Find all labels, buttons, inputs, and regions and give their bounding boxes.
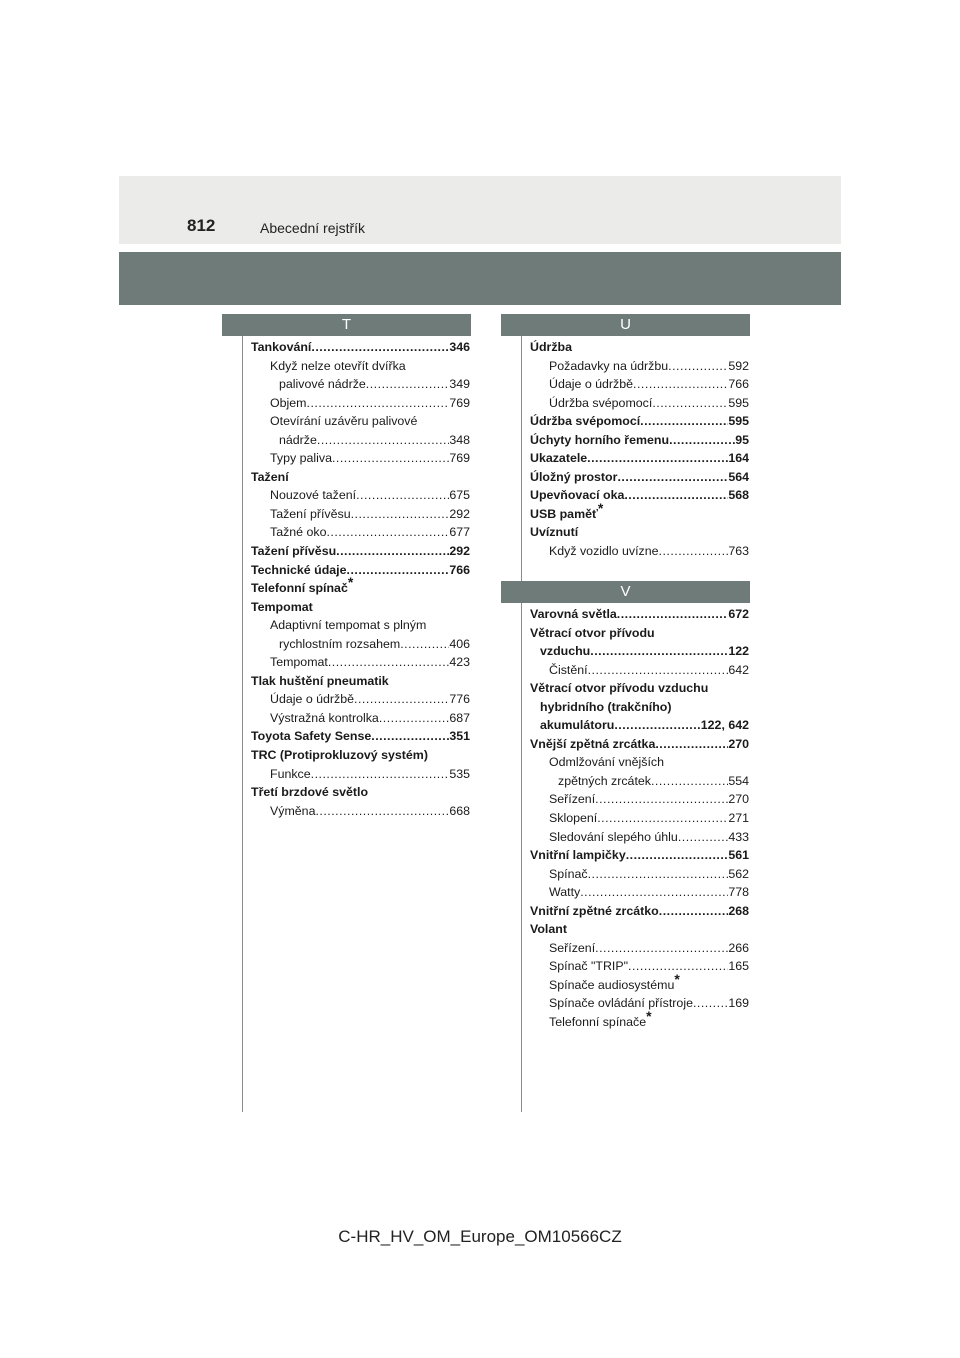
- index-entry: [530, 735, 749, 754]
- entry-term: Watty: [549, 885, 581, 900]
- header-band: [119, 176, 841, 244]
- index-entry: [251, 690, 470, 709]
- index-entry: [251, 746, 470, 765]
- entry-page: 165: [728, 959, 749, 974]
- index-entry: [530, 957, 749, 976]
- entry-page: 346: [449, 340, 470, 354]
- entry-term: palivové nádrže: [279, 377, 366, 392]
- index-entry: [530, 939, 749, 958]
- index-entry: [530, 486, 749, 505]
- entry-term: Toyota Safety Sense: [251, 729, 372, 744]
- index-entry: [251, 727, 470, 746]
- index-entry: [530, 605, 749, 624]
- index-entry: [251, 338, 470, 357]
- entry-term: nádrže: [279, 432, 317, 447]
- entry-page: 406: [449, 636, 470, 651]
- entry-term: Odmlžování vnějších: [549, 755, 665, 770]
- entry-page: 433: [728, 829, 749, 844]
- entry-term: Telefonní spínač: [251, 581, 348, 596]
- entry-term: Úložný prostor: [530, 469, 618, 484]
- index-entry: [251, 357, 470, 376]
- index-entry: [530, 542, 749, 561]
- entry-term: Ukazatele: [530, 451, 588, 466]
- entry-page: 564: [728, 469, 749, 484]
- entry-page: 687: [449, 710, 470, 725]
- index-entry: [251, 783, 470, 802]
- entry-term: Nouzové tažení: [270, 488, 357, 503]
- column-divider-left: [242, 336, 243, 1112]
- asterisk-mark: *: [646, 1008, 652, 1025]
- entry-term: rychlostním rozsahem: [279, 636, 401, 651]
- entry-term: Telefonní spínače: [549, 1015, 647, 1030]
- entry-term: Tlak huštění pneumatik: [251, 673, 389, 688]
- index-entry: [530, 716, 749, 735]
- entry-term: vzduchu: [540, 644, 591, 659]
- entry-term: TRC (Protiprokluzový systém): [251, 748, 428, 763]
- entry-term: Výměna: [270, 803, 316, 818]
- index-entry: [530, 790, 749, 809]
- entry-term: Když nelze otevřít dvířka: [270, 358, 406, 373]
- index-entry: [251, 375, 470, 394]
- entry-term: akumulátoru: [540, 718, 615, 733]
- asterisk-mark: *: [674, 970, 680, 987]
- entry-term: Požadavky na údržbu: [549, 358, 669, 373]
- entry-term: Typy paliva: [270, 451, 332, 466]
- index-entry: [251, 486, 470, 505]
- entry-term: Uvíznutí: [530, 525, 579, 540]
- index-entry: [530, 828, 749, 847]
- entry-term: Volant: [530, 922, 567, 937]
- asterisk-mark: *: [347, 574, 354, 591]
- entry-term: Tažení přívěsu: [270, 506, 351, 521]
- entry-page: 769: [449, 395, 470, 410]
- index-entry: [530, 624, 749, 643]
- entry-term: Funkce: [270, 766, 311, 781]
- entry-page: 535: [449, 766, 470, 781]
- entry-page: 266: [728, 940, 749, 955]
- entry-term: Tažení přívěsu: [251, 544, 337, 559]
- entry-term: Vnější zpětná zrcátka: [530, 736, 656, 751]
- entry-term: Spínače ovládání přístroje: [549, 996, 693, 1011]
- entry-term: hybridního (trakčního): [540, 699, 672, 714]
- entry-term: Třetí brzdové světlo: [251, 785, 369, 800]
- page-title: Abecední rejstřík: [260, 220, 366, 236]
- entry-term: Otevírání uzávěru palivové: [270, 414, 418, 429]
- section-header-t: T: [222, 314, 471, 336]
- entry-term: Tankování: [251, 340, 312, 354]
- entry-page: 95: [735, 432, 749, 447]
- index-entry: [251, 542, 470, 561]
- entry-page: 292: [449, 544, 470, 559]
- index-entry: [530, 753, 749, 772]
- index-entry: [251, 653, 470, 672]
- entry-page: 568: [728, 488, 749, 503]
- entry-term: Údaje o údržbě: [270, 692, 355, 707]
- index-entry: [251, 672, 470, 691]
- entry-page: 122, 642: [700, 718, 749, 733]
- index-entry: [251, 574, 470, 598]
- entry-page: 349: [449, 377, 470, 392]
- entry-term: Technické údaje: [251, 562, 347, 577]
- index-entry: [251, 394, 470, 413]
- entry-page: 271: [728, 811, 749, 826]
- index-column-t: [251, 338, 470, 820]
- index-entry: [251, 598, 470, 617]
- entry-page: 592: [728, 358, 749, 373]
- entry-page: 423: [449, 655, 470, 670]
- index-entry: [530, 902, 749, 921]
- index-entry: [530, 499, 749, 524]
- entry-term: Tažení: [251, 469, 289, 484]
- index-entry: [251, 523, 470, 542]
- index-entry: [530, 809, 749, 828]
- index-entry: [530, 994, 749, 1013]
- index-entry: [530, 661, 749, 680]
- entry-term: Údržba svépomocí: [549, 395, 653, 410]
- entry-term: Spínač: [549, 866, 588, 881]
- index-entry: [530, 698, 749, 717]
- index-entry: [251, 505, 470, 524]
- entry-term: zpětných zrcátek: [558, 773, 651, 788]
- index-entry: [251, 431, 470, 450]
- index-entry: [530, 375, 749, 394]
- index-entry: [530, 920, 749, 939]
- index-entry: [530, 970, 749, 995]
- entry-page: 164: [728, 451, 749, 466]
- entry-page: 677: [449, 525, 470, 540]
- entry-page: 122: [728, 644, 749, 659]
- index-entry: [530, 412, 749, 431]
- entry-page: 270: [728, 792, 749, 807]
- index-entry: [251, 449, 470, 468]
- index-entry: [251, 412, 470, 431]
- header-dark-band: [119, 252, 841, 305]
- index-entry: [530, 846, 749, 865]
- index-entry: [251, 561, 470, 580]
- entry-term: Varovná světla: [530, 607, 617, 621]
- index-entry: [530, 679, 749, 698]
- entry-term: Adaptivní tempomat s plným: [270, 618, 427, 633]
- index-entry: [530, 431, 749, 450]
- entry-term: Údržba: [530, 340, 572, 354]
- entry-term: Tažné oko: [270, 525, 327, 540]
- entry-term: Tempomat: [270, 655, 328, 670]
- index-entry: [530, 642, 749, 661]
- entry-term: Větrací otvor přívodu: [530, 625, 655, 640]
- entry-page: 561: [728, 848, 749, 863]
- index-entry: [530, 772, 749, 791]
- entry-page: 292: [449, 506, 470, 521]
- entry-term: Výstražná kontrolka: [270, 710, 379, 725]
- entry-term: Úchyty horního řemenu: [530, 432, 670, 447]
- index-entry: [530, 449, 749, 468]
- entry-page: 778: [728, 885, 749, 900]
- entry-page: 268: [728, 903, 749, 918]
- entry-term: Sklopení: [549, 811, 598, 826]
- entry-term: Údržba svépomocí: [530, 414, 641, 429]
- entry-page: 672: [728, 607, 749, 621]
- entry-term: Vnitřní zpětné zrcátko: [530, 903, 659, 918]
- entry-page: 769: [449, 451, 470, 466]
- document-code: C-HR_HV_OM_Europe_OM10566CZ: [338, 1227, 622, 1246]
- entry-page: 348: [449, 432, 470, 447]
- entry-page: 642: [728, 662, 749, 677]
- index-entry: [530, 523, 749, 542]
- entry-page: 766: [449, 562, 470, 577]
- entry-page: 270: [728, 736, 749, 751]
- entry-term: Větrací otvor přívodu vzduchu: [530, 681, 709, 696]
- index-entry: [530, 394, 749, 413]
- entry-page: 554: [728, 773, 749, 788]
- entry-term: Čistění: [549, 662, 588, 677]
- page-number: 812: [187, 216, 216, 235]
- entry-page: 766: [728, 377, 749, 392]
- index-entry: [251, 709, 470, 728]
- entry-term: Seřízení: [549, 792, 596, 807]
- index-entry: [251, 616, 470, 635]
- entry-term: Seřízení: [549, 940, 596, 955]
- index-entry: [251, 635, 470, 654]
- index-entry: [530, 865, 749, 884]
- entry-page: 351: [449, 729, 470, 744]
- entry-page: 763: [728, 544, 749, 559]
- index-column-v: [530, 605, 749, 1032]
- index-entry: [530, 1008, 749, 1032]
- entry-term: Upevňovací oka: [530, 488, 625, 503]
- entry-term: Spínače audiosystému: [549, 977, 675, 992]
- entry-page: 776: [449, 692, 470, 707]
- index-entry: [251, 765, 470, 784]
- index-entry: [251, 468, 470, 487]
- entry-page: 169: [728, 996, 749, 1011]
- section-header-u: U: [501, 314, 750, 336]
- index-entry: [251, 802, 470, 821]
- entry-term: Objem: [270, 395, 307, 410]
- entry-page: 595: [728, 414, 749, 429]
- index-entry: [530, 468, 749, 487]
- entry-page: 595: [728, 395, 749, 410]
- index-entry: [530, 338, 749, 357]
- index-column-u: [530, 338, 749, 561]
- entry-term: Spínač "TRIP": [549, 959, 629, 974]
- section-header-v: V: [501, 581, 750, 603]
- entry-term: Údaje o údržbě: [549, 377, 634, 392]
- asterisk-mark: *: [597, 499, 604, 516]
- entry-term: Tempomat: [251, 599, 313, 614]
- entry-page: 668: [449, 803, 470, 818]
- index-entry: [530, 883, 749, 902]
- column-divider-right: [521, 336, 522, 1112]
- index-entry: [530, 357, 749, 376]
- entry-page: 562: [728, 866, 749, 881]
- entry-term: Když vozidlo uvízne: [549, 544, 659, 559]
- entry-page: 675: [449, 488, 470, 503]
- entry-term: USB paměť: [530, 506, 598, 521]
- entry-term: Sledování slepého úhlu: [549, 829, 678, 844]
- entry-term: Vnitřní lampičky: [530, 848, 626, 863]
